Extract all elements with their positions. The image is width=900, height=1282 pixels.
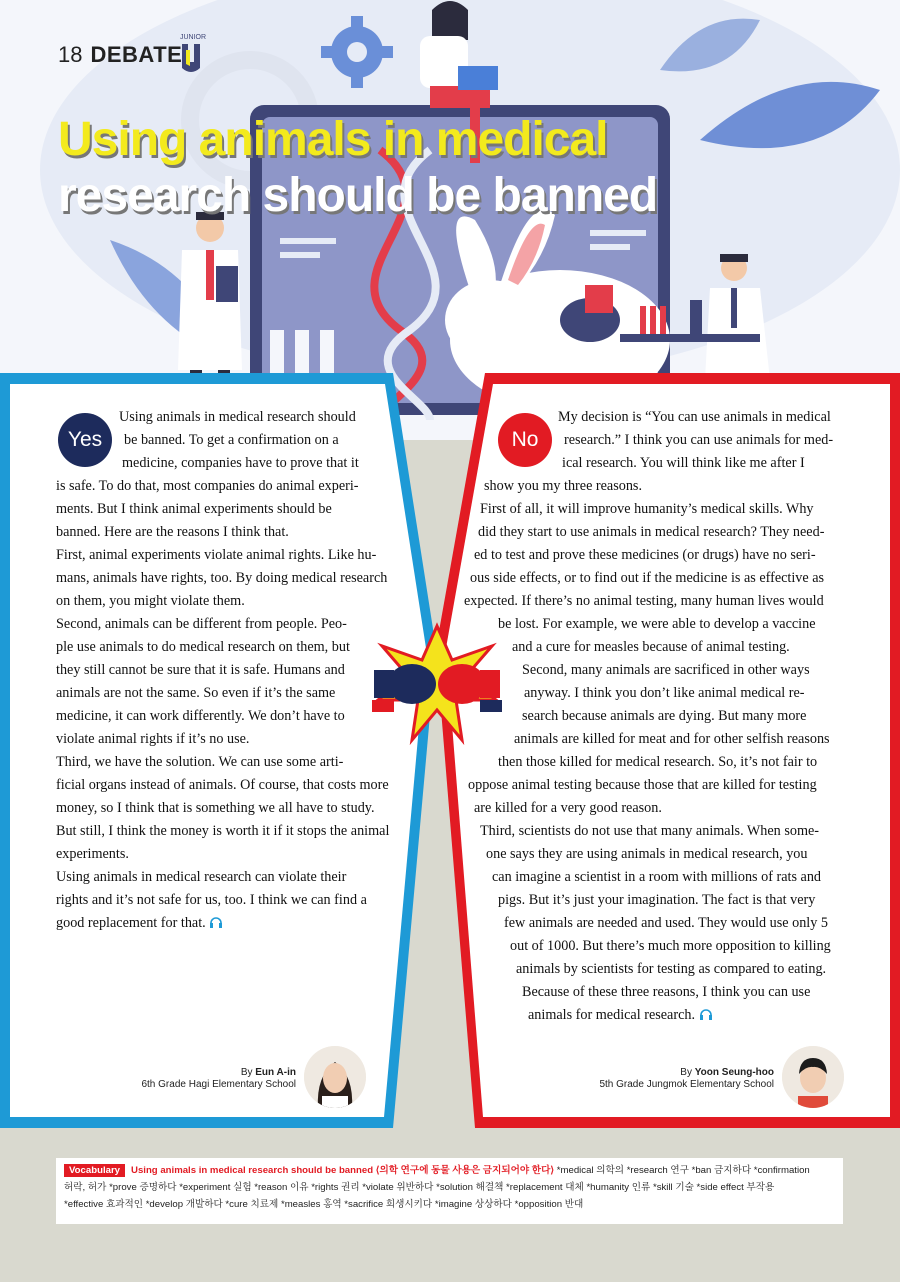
text-line: can imagine a scientist in a room with millions of rats and: [492, 869, 822, 885]
text-line: rights and it’s not safe for us, too. I think we can find a: [56, 892, 367, 908]
author-school: 6th Grade Hagi Elementary School: [141, 1079, 296, 1090]
text-line: ments. But I think animal experiments should be: [56, 501, 332, 517]
text-line: Second, animals can be different from people. Peo-: [56, 616, 347, 632]
byline-prefix: By: [680, 1067, 692, 1078]
text-line: Second, many animals are sacrificed in other ways: [522, 662, 810, 678]
text-line: experiments.: [56, 846, 129, 862]
title-line-2: research should be banned: [58, 169, 658, 222]
yes-byline: [120, 1067, 296, 1091]
text-line: search because animals are dying. But many more: [522, 708, 807, 724]
headphones-icon[interactable]: [699, 1009, 713, 1020]
text-line: Third, we have the solution. We can use some arti-: [56, 754, 344, 770]
text-line: out of 1000. But there’s much more opposition to killing: [510, 938, 831, 954]
text-line: and a cure for measles because of animal testing.: [512, 639, 790, 655]
text-line: few animals are needed and used. They would use only 5: [504, 915, 828, 931]
text-line: on them, you might violate them.: [56, 593, 245, 609]
title-line-1: Using animals in medical: [58, 113, 608, 166]
text-line: medicine, it can work differently. We don’t have to: [56, 708, 345, 724]
text-line: [464, 1004, 844, 1027]
vocabulary-box: [56, 1158, 843, 1224]
text-line: animals by scientists for testing as compared to eating.: [516, 961, 827, 977]
text-line: are killed for a very good reason.: [474, 800, 662, 816]
text-line: violate animal rights if it’s no use.: [56, 731, 250, 747]
vocabulary-line: 허락, 허가 *prove 증명하다 *experiment 실험 *reason 이유 *rights 권리 *violate 위반하다 *solution 해결책 *replacement 대체 *humanity 인류 *skill 기술 *side effect 부작용: [64, 1182, 775, 1193]
yes-argument-text: [56, 406, 406, 935]
text-line: mans, animals have rights, too. By doing medical research: [56, 570, 388, 586]
text-line-content: good replacement for that.: [56, 915, 206, 931]
text-line: animals are killed for meat and for other selfish reasons: [514, 731, 830, 747]
text-line: one says they are using animals in medical research, you: [486, 846, 808, 862]
text-line: is safe. To do that, most companies do animal experi-: [56, 478, 359, 494]
text-line: ple use animals to do medical research on them, but: [56, 639, 350, 655]
text-line: anyway. I think you don’t like animal medical re-: [524, 685, 805, 701]
author-name: Yoon Seung-hoo: [694, 1067, 774, 1078]
text-line: ed to test and prove these medicines (or drugs) have no seri-: [474, 547, 816, 563]
text-line: ous side effects, or to find out if the medicine is as effective as: [470, 570, 825, 586]
text-line: ficial organs instead of animals. Of course, that costs more: [56, 777, 389, 793]
headphones-icon[interactable]: [209, 917, 223, 928]
text-line: [56, 912, 406, 935]
text-line: show you my three reasons.: [484, 478, 643, 494]
page-number: 18: [58, 42, 83, 67]
text-line: First, animal experiments violate animal rights. Like hu-: [56, 547, 377, 563]
author-school: 5th Grade Jungmok Elementary School: [599, 1079, 774, 1090]
vocabulary-line: *medical 의학의 *research 연구 *ban 금지하다 *confirmation: [556, 1165, 810, 1176]
text-line: they still cannot be sure that it is safe. Humans and: [56, 662, 345, 678]
text-line: then those killed for medical research. So, it’s not fair to: [498, 754, 818, 770]
avatar: [782, 1046, 844, 1108]
text-line-content: animals for medical research.: [528, 1007, 696, 1023]
vocabulary-headline: Using animals in medical research should be banned ⟨의학 연구에 동물 사용은 금지되어야 한다⟩: [131, 1165, 555, 1176]
text-line: be banned. To get a confirmation on a: [124, 432, 339, 448]
yes-badge: Yes: [58, 413, 112, 467]
text-line: My decision is “You can use animals in medical: [558, 409, 831, 425]
no-argument-text: [464, 406, 844, 1027]
section-label: DEBATE: [90, 42, 183, 67]
junior-badge-text: JUNIOR: [180, 34, 206, 41]
text-line: money, so I think that is something we all have to study.: [56, 800, 375, 816]
text-line: But still, I think the money is worth it if it stops the animal: [56, 823, 390, 839]
text-line: did they start to use animals in medical research? They need-: [478, 524, 825, 540]
vocabulary-line: *effective 효과적인 *develop 개발하다 *cure 치료제 *measles 홍역 *sacrifice 희생시키다 *imagine 상상하다 *opposition 반대: [64, 1199, 584, 1210]
text-line: Third, scientists do not use that many animals. When some-: [480, 823, 819, 839]
text-line: oppose animal testing because those that are killed for testing: [468, 777, 817, 793]
text-line: Using animals in medical research can violate their: [56, 869, 347, 885]
text-line: research.” I think you can use animals for med-: [564, 432, 834, 448]
no-badge: No: [498, 413, 552, 467]
text-line: medicine, companies have to prove that it: [122, 455, 359, 471]
text-line: Because of these three reasons, I think you can use: [522, 984, 811, 1000]
no-byline: [560, 1067, 774, 1091]
text-line: pigs. But it’s just your imagination. The fact is that very: [498, 892, 816, 908]
text-line: First of all, it will improve humanity’s medical skills. Why: [480, 501, 814, 517]
text-line: ical research. You will think like me after I: [562, 455, 805, 471]
text-line: Using animals in medical research should: [119, 409, 356, 425]
vocabulary-tag: Vocabulary: [64, 1164, 125, 1177]
byline-prefix: By: [240, 1067, 253, 1078]
author-name: Eun A-in: [255, 1067, 296, 1078]
text-line: expected. If there’s no animal testing, many human lives would: [464, 593, 824, 609]
text-line: banned. Here are the reasons I think that.: [56, 524, 289, 540]
text-line: animals are not the same. So even if it’s the same: [56, 685, 336, 701]
avatar: [304, 1046, 366, 1108]
text-line: be lost. For example, we were able to develop a vaccine: [498, 616, 816, 632]
